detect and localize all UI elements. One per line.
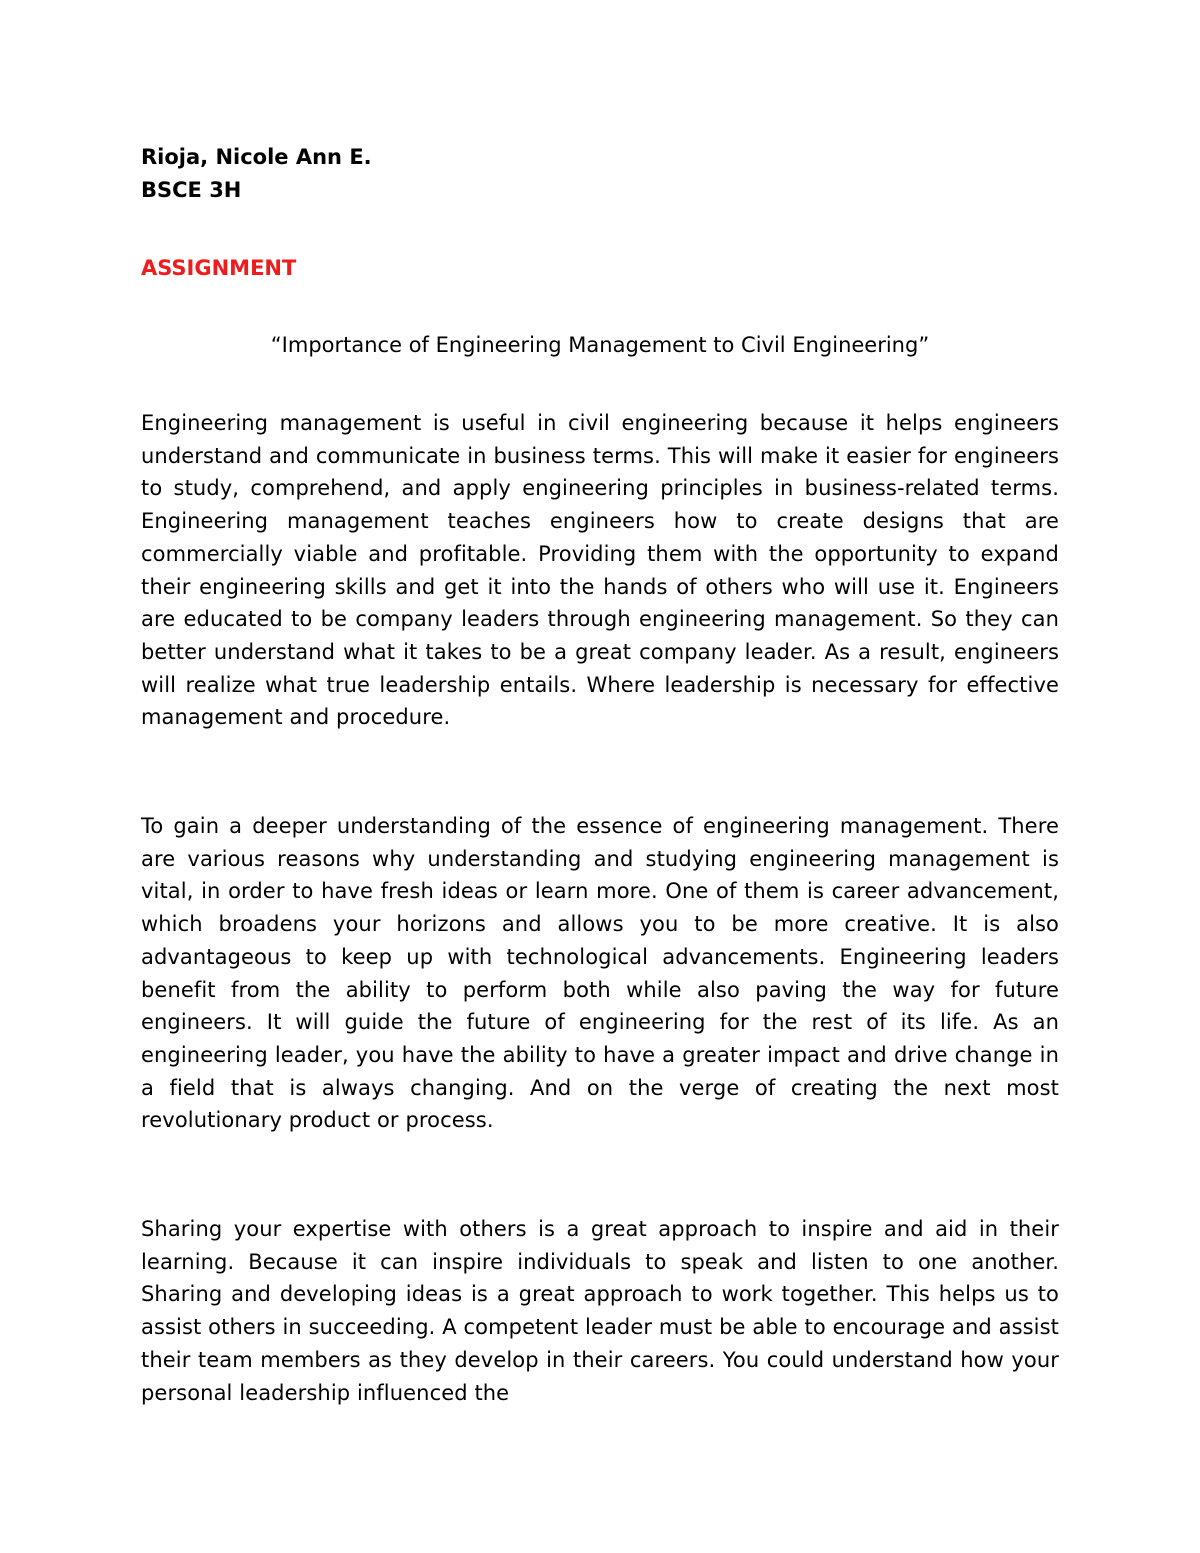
paragraph-1: Engineering management is useful in civil engineering because it helps engineers understand and communicate in business terms. This will make it easier for engineers to study, comprehend, and apply engineering principles in business-related terms. Engineering management teaches engineers how to create designs that are commercially viable and profitable. Providing them with the opportunity to expand their engineering skills and get it into the hands of others who will use it. Engineers are educated to be company leaders through engineering management. So they can better understand what it takes to be a great company leader. As a result, engineers will realize what true leadership entails. Where leadership is necessary for effective management and procedure. bbox=[141, 411, 1059, 730]
document-title: “Importance of Engineering Management to Civil Engineering” bbox=[270, 333, 930, 357]
assignment-label: ASSIGNMENT bbox=[141, 256, 297, 280]
paragraph-2: To gain a deeper understanding of the essence of engineering management. There are various reasons why understanding and studying engineering management is vital, in order to have fresh ideas or learn more. One of them is career advancement, which broadens your horizons and allows you to be more creative. It is also advantageous to keep up with technological advancements. Engineering leaders benefit from the ability to perform both while also paving the way for future engineers. It will guide the future of engineering for the rest of its life. As an engineering leader, you have the ability to have a greater impact and drive change in a field that is always changing. And on the verge of creating the next most revolutionary product or process. bbox=[141, 814, 1059, 1133]
author-name: Rioja, Nicole Ann E. bbox=[141, 145, 372, 169]
paragraph-3: Sharing your expertise with others is a great approach to inspire and aid in their learning. Because it can inspire individuals to speak and listen to one another. Sharing and developing ideas is a great approach to work together. This helps us to assist others in succeeding. A competent leader must be able to encourage and assist their team members as they develop in their careers. You could understand how your personal leadership influenced the bbox=[141, 1217, 1059, 1405]
course-section: BSCE 3H bbox=[141, 178, 242, 202]
